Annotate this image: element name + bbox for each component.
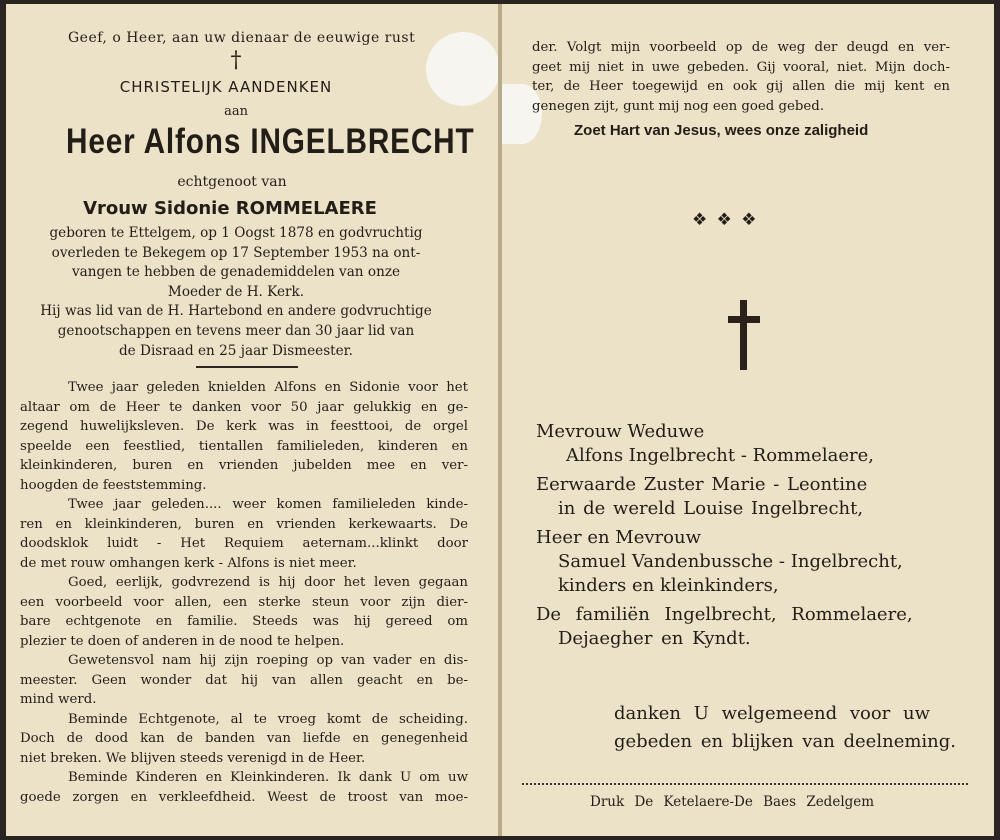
family-line: Samuel Vandenbussche - Ingelbrecht, (558, 551, 903, 572)
body-line: ren en kleinkinderen, buren en vrienden kerkewaarts. De (20, 516, 468, 532)
bio-line: geboren te Ettelgem, op 1 Oogst 1878 en godvruchtig (49, 225, 423, 241)
continued-line: genegen zijt, gunt mij nog een goed gebed. (532, 98, 825, 114)
bio-line: vangen te hebben de genademiddelen van onze (71, 264, 401, 281)
right-page (502, 4, 994, 836)
thanks-text (614, 700, 956, 756)
family-line: Heer en Mevrouw (536, 527, 701, 548)
body-line: mind werd. (20, 692, 97, 707)
spouse-name: Vrouw Sidonie ROMMELAERE (83, 198, 377, 219)
body-line: Beminde Echtgenote, al te vroeg komt de scheiding. (68, 711, 468, 727)
body-line: bare echtgenote en familie. Steeds was hij gereed om (20, 614, 468, 629)
body-line: altaar om de Heer te danken voor 50 jaar gelukkig en ge- (20, 399, 468, 415)
body-line: Twee jaar geleden.... weer komen familieleden kinde- (68, 497, 468, 512)
deceased-name: Heer Alfons INGELBRECHT (66, 122, 475, 161)
body-line: kleinkinderen, buren en vrienden jubelden mee en ver- (20, 458, 468, 473)
body-line: een voorbeeld voor allen, een sterke steun voor zijn dier- (20, 594, 468, 610)
family-line: De familiën Ingelbrecht, Rommelaere, (536, 604, 913, 625)
body-line: hoogden de feeststemming. (20, 477, 207, 493)
printer-credit: Druk De Ketelaere-De Baes Zedelgem (590, 794, 875, 810)
continued-text (532, 38, 950, 116)
family-line: Eerwaarde Zuster Marie - Leontine (536, 474, 868, 495)
body-line: Doch de dood kan de banden van liefde en genegenheid (20, 731, 468, 746)
aan-text: aan (224, 104, 248, 119)
cross-icon (728, 300, 760, 370)
family-line: in de wereld Louise Ingelbrecht, (558, 498, 864, 519)
continued-line: der. Volgt mijn voorbeeld op de weg der deugd en ver- (532, 40, 950, 55)
thanks-line: danken U welgemeend voor uw (614, 703, 930, 724)
bio-line: Moeder de H. Kerk. (167, 283, 305, 300)
body-line: niet breken. We blijven steeds verenigd in de Heer. (20, 750, 366, 766)
body-line: de met rouw omhangen kerk - Alfons is niet meer. (20, 555, 357, 571)
family-line: kinders en kleinkinders, (558, 575, 779, 596)
bio-line: overleden te Bekegem op 17 September 1953 na ont- (51, 244, 421, 261)
memorial-heading: CHRISTELIJK AANDENKEN (119, 78, 333, 96)
body-line: Twee jaar geleden knielden Alfons en Sidonie voor het (68, 380, 468, 395)
bio-line: Hij was lid van de H. Hartebond en andere godvruchtige (40, 303, 432, 320)
continued-line: ter, de Heer toegewijd en ook gij allen die mij kent en (532, 79, 950, 94)
bio-line: de Disraad en 25 jaar Dismeester. (118, 342, 353, 359)
body-line: zegend huwelijksleven. De kerk was in feesttooi, de orgel (20, 419, 468, 434)
small-cross-icon: † (230, 48, 242, 73)
body-line: doodsklok luidt - Het Requiem aeternam...klinkt door (20, 536, 468, 551)
body-text (20, 378, 468, 807)
family-line: Mevrouw Weduwe (536, 421, 705, 442)
body-line: speelde een feestlied, tientallen familieleden, kinderen en (20, 438, 468, 454)
family-line: Alfons Ingelbrecht - Rommelaere, (566, 445, 874, 466)
body-line: plezier te doen of anderen in de nood te helpen. (20, 633, 345, 649)
thanks-line: gebeden en blijken van deelneming. (614, 731, 957, 752)
body-line: Goed, eerlijk, godvrezend is hij door het leven gegaan (68, 575, 468, 590)
divider-rule (196, 366, 298, 368)
bio-line: genootschappen en tevens meer dan 30 jaar lid van (57, 322, 415, 339)
family-line: Dejaegher en Kyndt. (558, 628, 751, 649)
family-list (536, 420, 913, 651)
body-line: goede zorgen en verkleefdheid. Weest de troost van moe- (20, 789, 468, 805)
prayer-line: Zoet Hart van Jesus, wees onze zaligheid (574, 122, 869, 139)
left-page (6, 4, 498, 836)
continued-line: geet mij niet in uwe gebeden. Gij vooral, niet. Mijn doch- (532, 59, 950, 75)
spouse-intro: echtgenoot van (177, 174, 287, 190)
ornament: ❖ ❖ ❖ (692, 210, 759, 230)
body-line: meester. Geen wonder dat hij van allen geacht en be- (20, 672, 468, 688)
top-invocation: Geef, o Heer, aan uw dienaar de eeuwige rust (68, 30, 416, 46)
biography (16, 224, 456, 361)
body-line: Beminde Kinderen en Kleinkinderen. Ik dank U om uw (68, 770, 468, 785)
dotted-divider (522, 783, 968, 785)
body-line: Gewetensvol nam hij zijn roeping op van vader en dis- (68, 653, 468, 668)
